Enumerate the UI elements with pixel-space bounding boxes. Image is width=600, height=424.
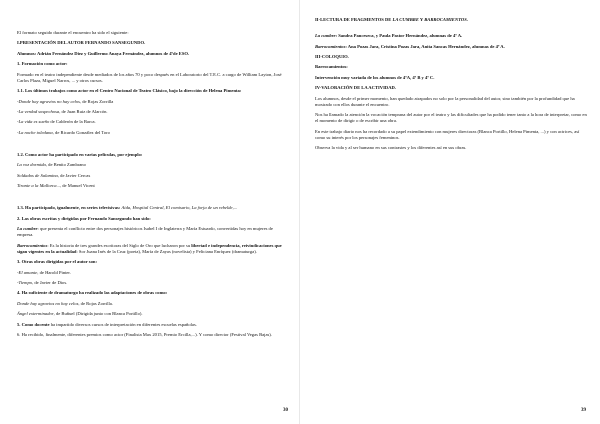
work-author: , de Rojas Zorrilla [79,98,114,104]
formation-text: Formado en el teatro independiente desde mediados de los años 70 y poco después en el Laboratorio del T.E.C. a cargo de William Layton, José Carlos Plaza, Miguel Narros, ... y otros cursos. [17,71,282,83]
valuation-paragraph: Observa la vida y al ser humano en sus contrastes y los diferentes así en sus obras. [315,145,467,151]
valuation-paragraph: Nos ha llamado la atención la vocación temprana del autor por el teatro y las dificultades que ha podido tener tanto a la hora de interpretar, como en el momento de dirigir o de escribir una obra. [315,112,587,124]
work-author: , de Ricardo González del Toro [52,129,110,135]
right-page [300,0,600,424]
section-1-1-heading: 1.1. Los últimos trabajos como actor en el Centro Nacional de Teatro Clásico, bajo la dirección de Helena Pimenta: [17,88,242,94]
heading-presentation: I.PRESENTACIÓN DEL AUTOR FERNANDO SANSEGUNDO. [17,40,146,46]
heading-reading-end: . [466,17,468,22]
intervention-text: Intervención muy variada de los alumnos de 4ºA, 4º B y 4º C. [315,74,435,80]
section-4-heading: 4. Ha suficiente de dramaturgo ha realizado las adaptaciones de obras como: [17,290,168,296]
reading-barroc-label: Barrocamientos [315,43,346,49]
colloquium-barroc-label: Barrocamientos: [315,64,348,70]
intro-text: El formato seguido durante el encuentro ha sido el siguiente: [17,30,129,35]
heading-valuation: IV-VALORACIÓN DE LA ACTIVIDAD. [315,85,396,91]
film-author: , de Benito Zambrano [45,162,86,168]
section-3-heading: 3. Otras obras dirigidas por el autor son: [17,259,97,265]
work-title: -La verdad sospechosa [17,108,60,114]
work-title: -La vida es sueño [17,119,50,125]
heading-colloquium: III-COLOQUIO. [315,53,349,59]
section-1-heading: 1. Formación como actor: [17,61,68,67]
page-number-left: 30 [283,408,288,413]
work-title: -Donde hay agravios no hay celos [17,98,80,104]
other-work-title: -El amante [17,269,38,275]
adaptation-author: , de Buñuel (Dirigida junto con Blanca Portillo). [53,311,143,317]
section-2-heading: 2. Las obras escritas y dirigidas por Fernando Sansegundo han sido: [17,215,151,221]
section-1-2-heading: 1.2. Como actor ha participado en varias películas, por ejemplo: [17,151,143,157]
students-line: Alumnos: Adrián Fernández Díez y Guillermo Anaya Fernández, alumnos de 4ºde ESO. [17,50,190,56]
cumbre-description [17,226,290,238]
other-work-author: , de Harold Pinter. [37,269,71,275]
reading-cumbre-text: : Sandra Panceseca, y Paula Pastor Hernández, alumnas de 4º A. [335,33,463,39]
work-author: , de Juan Ruiz de Alarcón. [59,108,108,114]
reading-barroc-text: : Ana Pozas Jara, Cristina Pozas Jara, Anita Sancas Hernández, alumnas de 4º A. [345,43,505,49]
heading-reading-cumbre: LA CUMBRE [392,17,419,22]
tv-series: Aida, Hospital Central, El comisario, La forja de un rebelde [121,205,233,211]
film-author: , de Javier Cercas [57,172,91,178]
film-title: Tirante a la Mallorca [17,183,57,189]
other-work-title: -Tiempo [17,280,33,286]
section-1-3-heading: 1.3. Ha participado, igualmente, en series televisivas: [17,205,122,211]
film-title: Soldados de Salamina [17,172,58,178]
work-author: de Calderón de la Barca. [49,119,96,125]
adaptation-author: , de Rojas Zorrilla. [78,300,113,306]
reading-cumbre-label: La cumbre [315,33,336,39]
barrocamientos-title: Barrocamientos [17,242,48,248]
section-6: 6. Ha recibido, finalmente, diferentes premios como actor (Finalista Max 2015, Premio Ercilla,...). Y como director (Festival Vegas Bajas). [17,332,272,337]
heading-reading-a: II-LECTURA DE FRAGMENTOS DE [315,17,393,22]
heading-reading-barroc: BARROCAMIENTOS [424,17,467,22]
cumbre-text: : que presenta el conflicto entre dos personajes históricos Isabel I de Inglaterra y María Estuardo, convertidas hoy en mujeres de empresa. [17,226,273,238]
cumbre-title: La cumbre [17,226,38,232]
valuation-paragraph: En este trabajo diario nos ha recordado a su papel extendimiento con mujeres directoras (Blanca Portillo, Helena Pimenta, ...) y con actrices, así como su interés por los personajes femeninos. [315,128,580,140]
barrocamientos-text-a: : Es la historia de tres grandes escritoras del Siglo de Oro que lucharon por su [47,242,192,248]
valuation-paragraph: Los alumnos, desde el primer momento, han quedado atrapados no solo por la personalidad del autor, sino también por la profundidad que ha mostrado con ellos durante el encuentro. [315,95,575,107]
page-number-right: 39 [581,408,586,413]
section-5-heading: 5. Como docente [17,321,50,327]
adaptation-title: Donde hay agravios no hay celos [17,300,79,306]
tv-series-end: ,... [232,205,238,211]
barrocamientos-description [17,243,290,255]
work-title: -La noche toledana [17,129,53,135]
barrocamientos-text-b: : Sor Juana Inés de la Cruz (poeta), María de Zayas (novelista) y Feliciana Enríquez (dramaturga). [76,248,257,254]
other-work-author: , de Javier de Dios. [32,280,68,286]
film-title: La voz dormida [17,162,46,168]
adaptation-title: Ángel exterminador [17,311,54,317]
heading-reading-and: Y [418,17,425,22]
section-5-text: ha impartido diversos cursos de interpretación en diferentes escuelas españolas. [49,321,197,327]
film-author: ..., de Manuel Vicent [56,183,95,189]
barrocamientos-bold: libertad e independencia, reivindicaciones que sigan vigentes en la actualidad [17,242,282,254]
